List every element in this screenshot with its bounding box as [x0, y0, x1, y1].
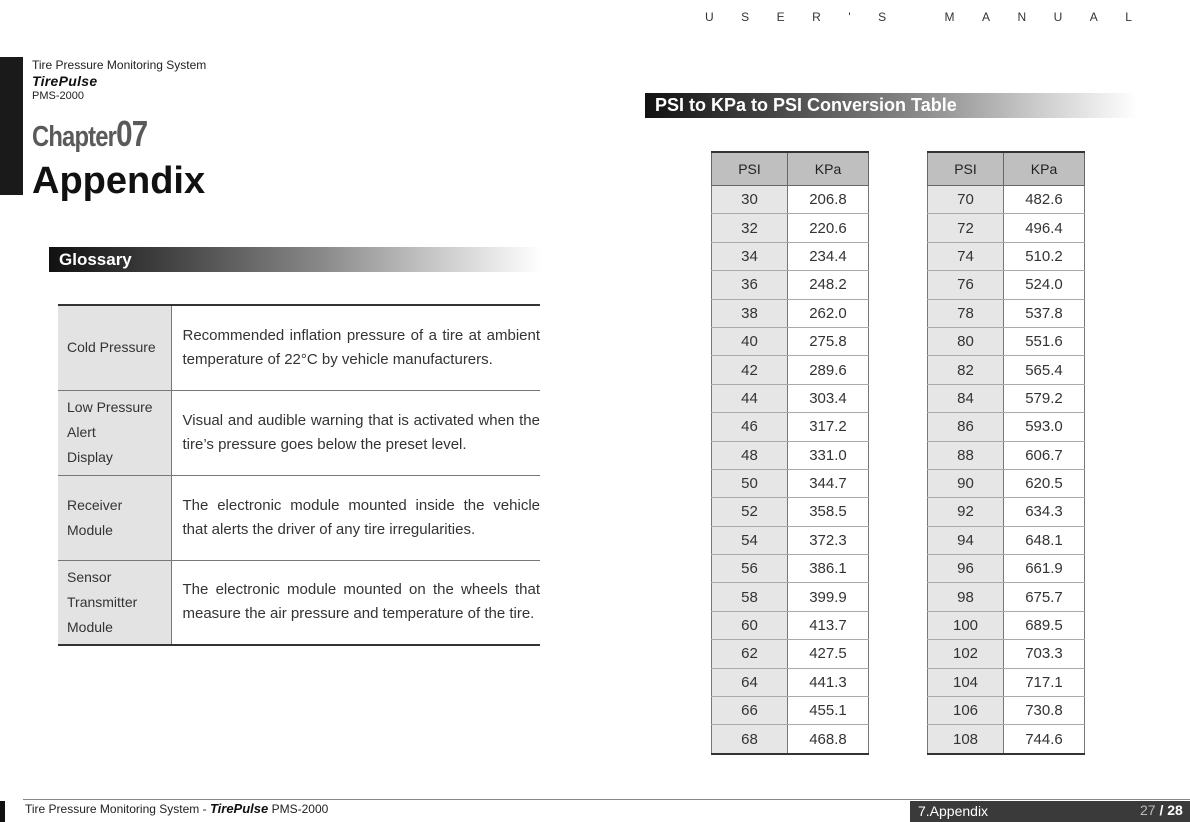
conversion-row [928, 469, 1085, 497]
manual-header-label: USER'S MANUAL [705, 10, 1160, 24]
current-page: 27 [1140, 802, 1156, 818]
conversion-row [928, 668, 1085, 696]
glossary-term [58, 305, 171, 390]
conversion-row [928, 271, 1085, 299]
kpa-value: 648.1 [1004, 526, 1085, 554]
glossary-definition: Recommended inflation pressure of a tire at ambient temperature of 22°C by vehicle manufacturers. [171, 305, 540, 390]
conversion-row [928, 384, 1085, 412]
kpa-value: 220.6 [788, 214, 869, 242]
kpa-value: 344.7 [788, 469, 869, 497]
glossary-row [58, 390, 540, 475]
conversion-row [712, 640, 869, 668]
psi-value: 80 [928, 327, 1004, 355]
kpa-value: 386.1 [788, 555, 869, 583]
psi-value: 40 [712, 327, 788, 355]
conversion-row [928, 498, 1085, 526]
psi-value: 94 [928, 526, 1004, 554]
model-name: PMS-2000 [32, 90, 84, 102]
kpa-value: 455.1 [788, 697, 869, 725]
conversion-row [928, 640, 1085, 668]
conversion-row [712, 583, 869, 611]
kpa-value: 496.4 [1004, 214, 1085, 242]
psi-value: 34 [712, 242, 788, 270]
kpa-value: 317.2 [788, 413, 869, 441]
psi-value: 52 [712, 498, 788, 526]
glossary-term-line: Cold Pressure [67, 339, 156, 356]
psi-value: 42 [712, 356, 788, 384]
page-number [1140, 802, 1183, 818]
kpa-value: 524.0 [1004, 271, 1085, 299]
kpa-value: 331.0 [788, 441, 869, 469]
chapter-number: 07 [116, 113, 148, 154]
conversion-row [712, 555, 869, 583]
conversion-row [712, 526, 869, 554]
conversion-row [928, 327, 1085, 355]
psi-value: 64 [712, 668, 788, 696]
conversion-row [928, 583, 1085, 611]
kpa-value: 427.5 [788, 640, 869, 668]
psi-value: 72 [928, 214, 1004, 242]
kpa-value: 565.4 [1004, 356, 1085, 384]
kpa-value: 593.0 [1004, 413, 1085, 441]
glossary-definition: The electronic module mounted inside the vehicle that alerts the driver of any tire irregularities. [171, 475, 540, 560]
kpa-value: 372.3 [788, 526, 869, 554]
glossary-row [58, 305, 540, 390]
psi-value: 92 [928, 498, 1004, 526]
psi-value: 76 [928, 271, 1004, 299]
footer-section-label: 7.Appendix [918, 803, 989, 819]
total-pages-separator: / [1159, 802, 1164, 818]
psi-value: 96 [928, 555, 1004, 583]
total-pages: 28 [1167, 802, 1183, 818]
kpa-value: 579.2 [1004, 384, 1085, 412]
psi-value: 88 [928, 441, 1004, 469]
conversion-row [712, 186, 869, 214]
conversion-row [928, 242, 1085, 270]
glossary-term-line: Receiver [67, 496, 123, 513]
glossary-definition: The electronic module mounted on the wheels that measure the air pressure and temperature of the tire. [171, 560, 540, 645]
conversion-row [928, 299, 1085, 327]
conversion-row [928, 526, 1085, 554]
footer-divider [23, 799, 1190, 800]
conversion-row [928, 214, 1085, 242]
kpa-value: 262.0 [788, 299, 869, 327]
conversion-table-right [927, 151, 1085, 755]
conversion-row [712, 413, 869, 441]
psi-value: 70 [928, 186, 1004, 214]
glossary-term-line: Module [67, 618, 113, 635]
psi-value: 44 [712, 384, 788, 412]
glossary-row [58, 475, 540, 560]
glossary-term-line: Display [67, 449, 113, 465]
glossary-row [58, 560, 540, 645]
conversion-row [928, 611, 1085, 639]
psi-value: 50 [712, 469, 788, 497]
psi-value: 100 [928, 611, 1004, 639]
kpa-value: 717.1 [1004, 668, 1085, 696]
conversion-row [712, 697, 869, 725]
footer-system-prefix: Tire Pressure Monitoring System - [25, 802, 207, 816]
kpa-value: 661.9 [1004, 555, 1085, 583]
footer-brand: TirePulse [209, 801, 269, 816]
conversion-row [712, 242, 869, 270]
psi-value: 108 [928, 725, 1004, 754]
kpa-value: 675.7 [1004, 583, 1085, 611]
footer-mark [0, 801, 5, 822]
kpa-value: 510.2 [1004, 242, 1085, 270]
chapter-label [32, 113, 147, 155]
conversion-row [928, 356, 1085, 384]
chapter-word: Chapter [32, 121, 117, 153]
kpa-value: 289.6 [788, 356, 869, 384]
conversion-row [712, 214, 869, 242]
system-name: Tire Pressure Monitoring System [32, 58, 207, 72]
glossary-table [58, 304, 540, 646]
conversion-row [712, 271, 869, 299]
psi-value: 62 [712, 640, 788, 668]
psi-column-header: PSI [928, 152, 1004, 186]
glossary-term-line: Low Pressure [67, 399, 153, 415]
kpa-value: 275.8 [788, 327, 869, 355]
conversion-row [928, 725, 1085, 754]
psi-value: 66 [712, 697, 788, 725]
conversion-row [928, 441, 1085, 469]
conversion-row [712, 498, 869, 526]
kpa-value: 606.7 [1004, 441, 1085, 469]
kpa-value: 730.8 [1004, 697, 1085, 725]
psi-column-header: PSI [712, 152, 788, 186]
brand-name: TirePulse [32, 73, 98, 89]
glossary-term [58, 475, 171, 560]
psi-value: 106 [928, 697, 1004, 725]
psi-value: 38 [712, 299, 788, 327]
psi-value: 30 [712, 186, 788, 214]
conversion-row [712, 327, 869, 355]
kpa-value: 620.5 [1004, 469, 1085, 497]
psi-value: 36 [712, 271, 788, 299]
kpa-value: 634.3 [1004, 498, 1085, 526]
psi-value: 86 [928, 413, 1004, 441]
psi-value: 32 [712, 214, 788, 242]
footer-model: PMS-2000 [271, 802, 329, 816]
page-title: Appendix [32, 160, 206, 202]
psi-value: 46 [712, 413, 788, 441]
kpa-value: 303.4 [788, 384, 869, 412]
kpa-value: 482.6 [1004, 186, 1085, 214]
psi-value: 74 [928, 242, 1004, 270]
kpa-value: 206.8 [788, 186, 869, 214]
conversion-row [712, 384, 869, 412]
conversion-row [712, 668, 869, 696]
conversion-table-left [711, 151, 869, 755]
psi-value: 82 [928, 356, 1004, 384]
conversion-row [928, 697, 1085, 725]
kpa-value: 468.8 [788, 725, 869, 754]
kpa-value: 441.3 [788, 668, 869, 696]
kpa-value: 413.7 [788, 611, 869, 639]
glossary-heading: Glossary [49, 247, 541, 272]
kpa-value: 551.6 [1004, 327, 1085, 355]
chapter-side-bar [0, 57, 23, 195]
psi-value: 60 [712, 611, 788, 639]
kpa-value: 689.5 [1004, 611, 1085, 639]
kpa-value: 703.3 [1004, 640, 1085, 668]
kpa-value: 234.4 [788, 242, 869, 270]
conversion-row [712, 441, 869, 469]
glossary-term-line: Transmitter [67, 593, 138, 610]
conversion-row [712, 469, 869, 497]
footer-system [25, 801, 328, 816]
kpa-column-header: KPa [788, 152, 869, 186]
glossary-definition: Visual and audible warning that is activated when the tire’s pressure goes below the preset level. [171, 390, 540, 475]
conversion-row [712, 299, 869, 327]
psi-value: 84 [928, 384, 1004, 412]
kpa-column-header: KPa [1004, 152, 1085, 186]
conversion-row [712, 611, 869, 639]
psi-value: 104 [928, 668, 1004, 696]
psi-value: 102 [928, 640, 1004, 668]
conversion-heading: PSI to KPa to PSI Conversion Table [645, 93, 1137, 118]
conversion-row [928, 413, 1085, 441]
psi-value: 68 [712, 725, 788, 754]
psi-value: 90 [928, 469, 1004, 497]
glossary-term-line: Sensor [67, 568, 112, 585]
kpa-value: 358.5 [788, 498, 869, 526]
psi-value: 48 [712, 441, 788, 469]
glossary-term-line: Module [67, 521, 113, 538]
psi-value: 54 [712, 526, 788, 554]
psi-value: 56 [712, 555, 788, 583]
conversion-row [928, 186, 1085, 214]
kpa-value: 537.8 [1004, 299, 1085, 327]
conversion-row [712, 725, 869, 754]
psi-value: 58 [712, 583, 788, 611]
kpa-value: 248.2 [788, 271, 869, 299]
kpa-value: 744.6 [1004, 725, 1085, 754]
psi-value: 78 [928, 299, 1004, 327]
conversion-row [712, 356, 869, 384]
psi-value: 98 [928, 583, 1004, 611]
glossary-term [58, 560, 171, 645]
glossary-term-line: Alert [67, 424, 96, 440]
conversion-row [928, 555, 1085, 583]
glossary-term [58, 390, 171, 475]
kpa-value: 399.9 [788, 583, 869, 611]
